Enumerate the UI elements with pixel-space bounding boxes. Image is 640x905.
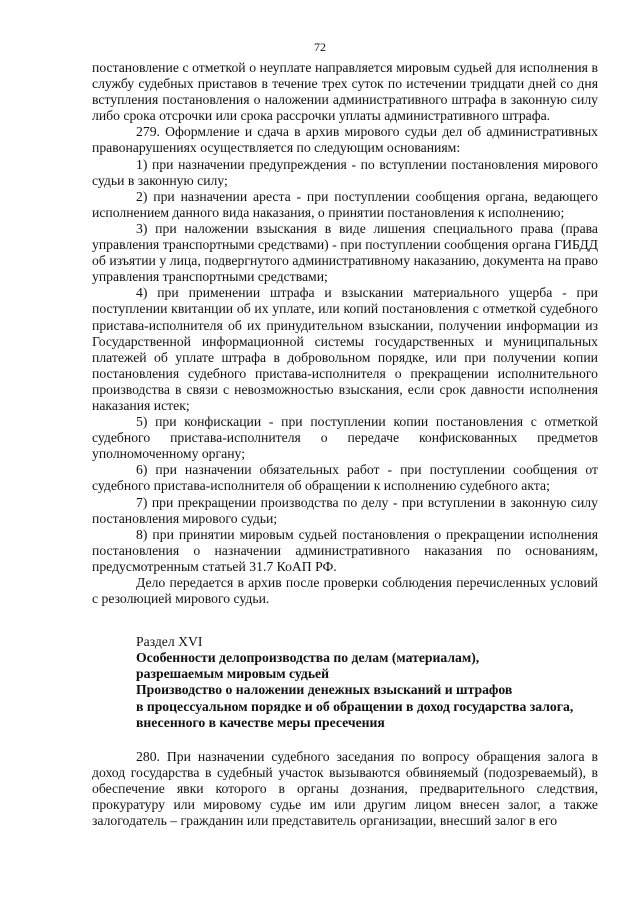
section-label: Раздел XVI [136, 634, 203, 650]
subsection-title-line-2: в процессуальном порядке и об обращении в доход государства залога, [136, 698, 574, 714]
list-item-2: 2) при назначении ареста - при поступлении сообщения органа, ведающего исполнением данного вида наказания, о принятии постановления к исполнению; [92, 188, 598, 220]
list-item-5: 5) при конфискации - при поступлении копии постановления с отметкой судебного пристава-исполнителя о передаче конфискованных предметов уполномоченному органу; [92, 414, 598, 462]
list-item-1: 1) при назначении предупреждения - по вступлении постановления мирового судьи в законную силу; [92, 156, 598, 188]
list-item-3: 3) при наложении взыскания в виде лишения специального права (права управления транспортными средствами) - при поступлении сообщения органа ГИБДД об изъятии у лица, подвергнутого административному наказанию, документа на право управления транспортными средствами; [92, 220, 598, 285]
list-item-6: 6) при назначении обязательных работ - при поступлении сообщения от судебного пристава-исполнителя об обращении к исполнению судебного акта; [92, 462, 598, 494]
section-title-line-2: разрешаемым мировым судьей [136, 666, 330, 682]
paragraph-280: 280. При назначении судебного заседания по вопросу обращения залога в доход государства в судебный участок вызываются обвиняемый (подозреваемый), в обеспечение явки которого в органы дознания, предварительного следствия, прокуратуру или мировому судье им или другим лицом внесен залог, а также залогодатель – гражданин или представитель организации, внесший залог в его [92, 748, 598, 829]
paragraph-279-intro: 279. Оформление и сдача в архив мирового судьи дел об административных правонарушениях осуществляется по следующим основаниям: [92, 124, 598, 156]
section-heading [92, 634, 598, 731]
document-body [92, 60, 598, 829]
subsection-title-line-1: Производство о наложении денежных взысканий и штрафов [136, 682, 513, 698]
paragraph-archive-note: Дело передается в архив после проверки соблюдения перечисленных условий с резолюцией мирового судьи. [92, 575, 598, 607]
list-item-4: 4) при применении штрафа и взыскании материального ущерба - при поступлении квитанции об их уплате, или копий постановления с отметкой судебного пристава-исполнителя об их принудительном взыскании, получении информации из Государственной информационной системы государственных и муниципальных платежей об уплате штрафа в добровольном порядке, или при получении копии постановления судебного пристава-исполнителя о прекращении исполнительного производства в связи с невозможностью взыскания, если срок давности исполнения наказания истек; [92, 285, 598, 413]
subsection-title [92, 682, 598, 730]
section-title [92, 650, 598, 682]
section-title-line-1: Особенности делопроизводства по делам (материалам), [136, 650, 480, 666]
list-item-8: 8) при принятии мировым судьей постановления о прекращении исполнения постановления о назначении административного наказания по основаниям, предусмотренным статьей 31.7 КоАП РФ. [92, 526, 598, 574]
page-number: 72 [314, 40, 326, 54]
paragraph-continuation: постановление с отметкой о неуплате направляется мировым судьей для исполнения в службу судебных приставов в течение трех суток по истечении тридцати дней со дня вступления постановления о наложении административного штрафа в законную силу либо срока отсрочки или срока рассрочки уплаты административного штрафа. [92, 60, 598, 124]
subsection-title-line-3: внесенного в качестве меры пресечения [136, 714, 385, 730]
list-item-7: 7) при прекращении производства по делу - при вступлении в законную силу постановления мирового судьи; [92, 494, 598, 526]
